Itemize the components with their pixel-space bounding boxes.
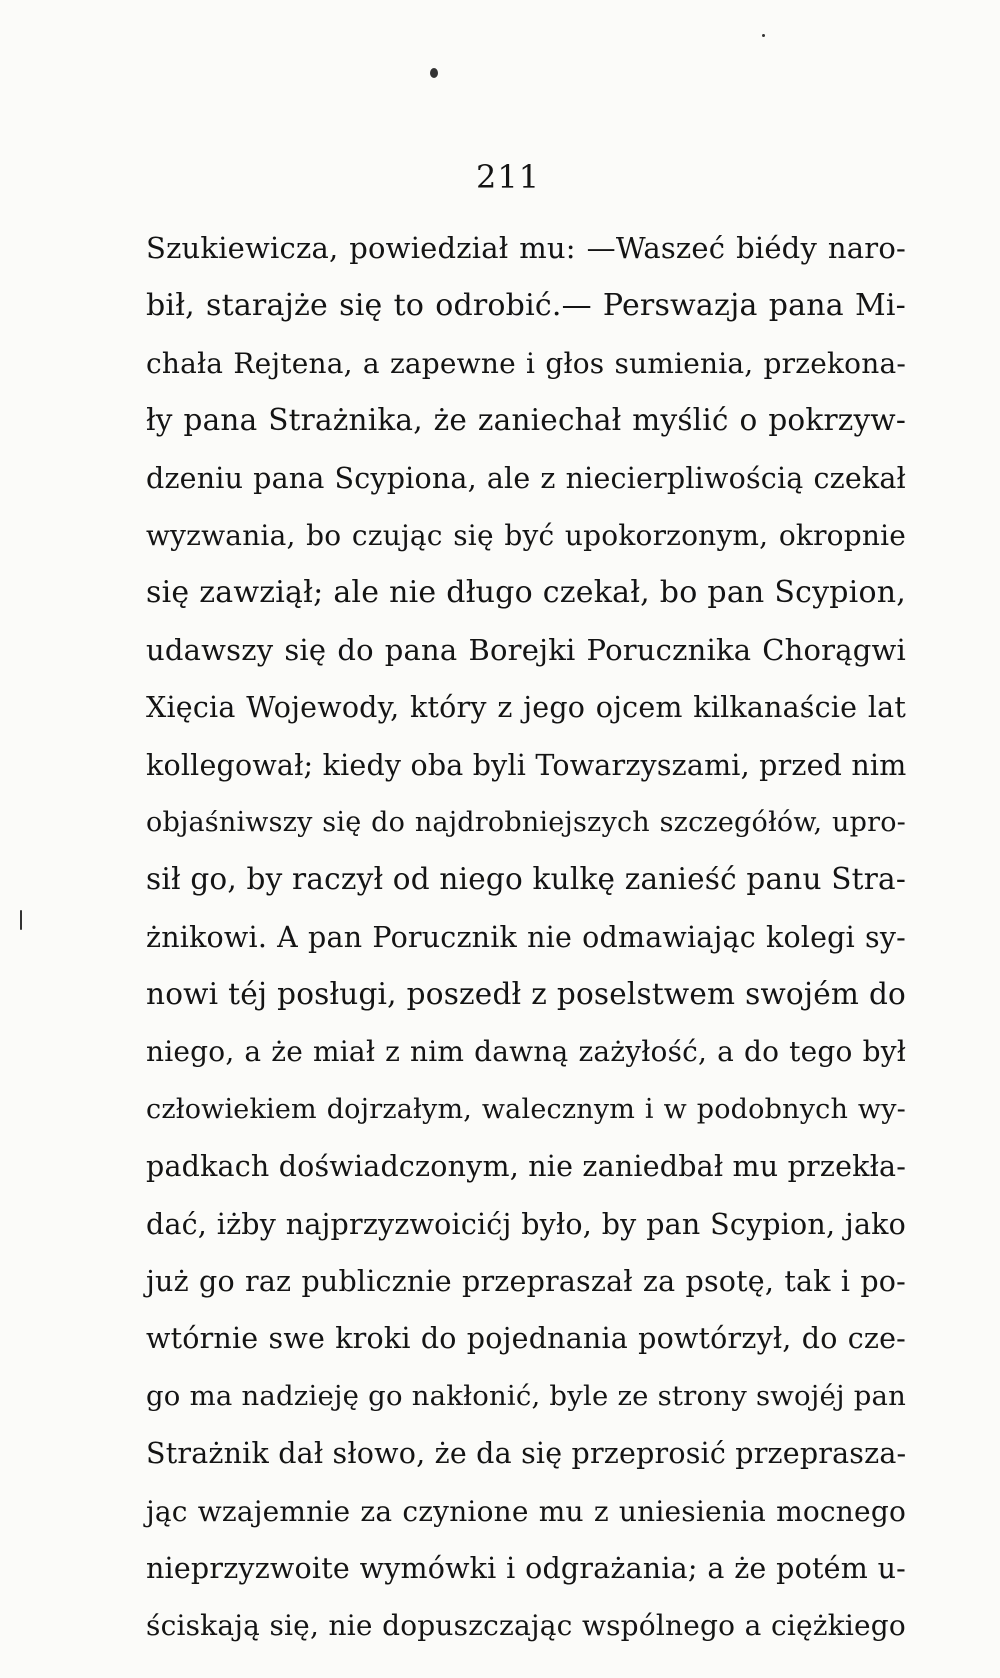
text-line: Szukiewicza, powiedział mu: —Waszeć biédy naro-: [146, 231, 906, 265]
text-line: ściskają się, nie dopuszczając wspólnego a ciężkiego: [146, 1609, 906, 1643]
text-line: jąc wzajemnie za czynione mu z uniesienia mocnego: [146, 1494, 906, 1528]
text-line: nowi téj posługi, poszedł z poselstwem swojém do: [146, 977, 906, 1012]
text-line: udawszy się do pana Borejki Porucznika Chorągwi: [146, 632, 906, 667]
text-line: Xięcia Wojewody, który z jego ojcem kilkanaście lat: [146, 691, 906, 725]
text-line: człowiekiem dojrzałym, walecznym i w podobnych wy-: [146, 1093, 906, 1125]
text-line: objaśniwszy się do najdrobniejszych szczegółów, upro-: [146, 806, 906, 838]
ink-speck: [20, 910, 22, 930]
text-line: kollegował; kiedy oba byli Towarzyszami, przed nim: [146, 748, 907, 782]
text-line: już go raz publicznie przepraszał za psotę, tak i po-: [146, 1265, 906, 1299]
text-line: ły pana Strażnika, że zaniechał myślić o pokrzyw-: [146, 403, 906, 438]
text-line: go ma nadzieję go nakłonić, byle ze strony swojéj pan: [146, 1379, 906, 1412]
text-line: się zawziął; ale nie długo czekał, bo pan Scypion,: [146, 575, 906, 611]
text-line: Strażnik dał słowo, że da się przeprosić przepraszа-: [146, 1437, 907, 1471]
body-text: [146, 220, 906, 1655]
text-line: wtórnie swe kroki do pojednania powtórzył, do cze-: [146, 1322, 906, 1356]
text-line: dać, iżby najprzyzwoicićj było, by pan Scypion, jako: [146, 1207, 906, 1241]
text-line: nieprzyzwoite wymówki i odgrażania; a że potém u-: [146, 1551, 906, 1585]
text-line: chała Rejtena, a zapewne i głos sumienia, przekona-: [146, 346, 906, 380]
text-line: niego, a że miał z nim dawną zażyłość, a do tego był: [146, 1035, 906, 1069]
text-line: bił, starajże się to odrobić.— Perswazja pana Mi-: [146, 288, 906, 324]
ink-speck: [762, 34, 765, 37]
text-line: padkach doświadczonym, nie zaniedbał mu przekła-: [146, 1150, 907, 1184]
ink-speck: [430, 68, 438, 78]
text-line: dzeniu pana Scypiona, ale z niecierpliwością czekał: [146, 461, 906, 495]
text-line: wyzwania, bo czując się być upokorzonym, okropnie: [146, 518, 906, 552]
text-line: sił go, by raczył od niego kulkę zanieść panu Stra-: [146, 862, 906, 897]
text-line: żnikowi. A pan Porucznik nie odmawiając kolegi sy-: [146, 920, 906, 954]
page-number: 211: [476, 158, 541, 196]
